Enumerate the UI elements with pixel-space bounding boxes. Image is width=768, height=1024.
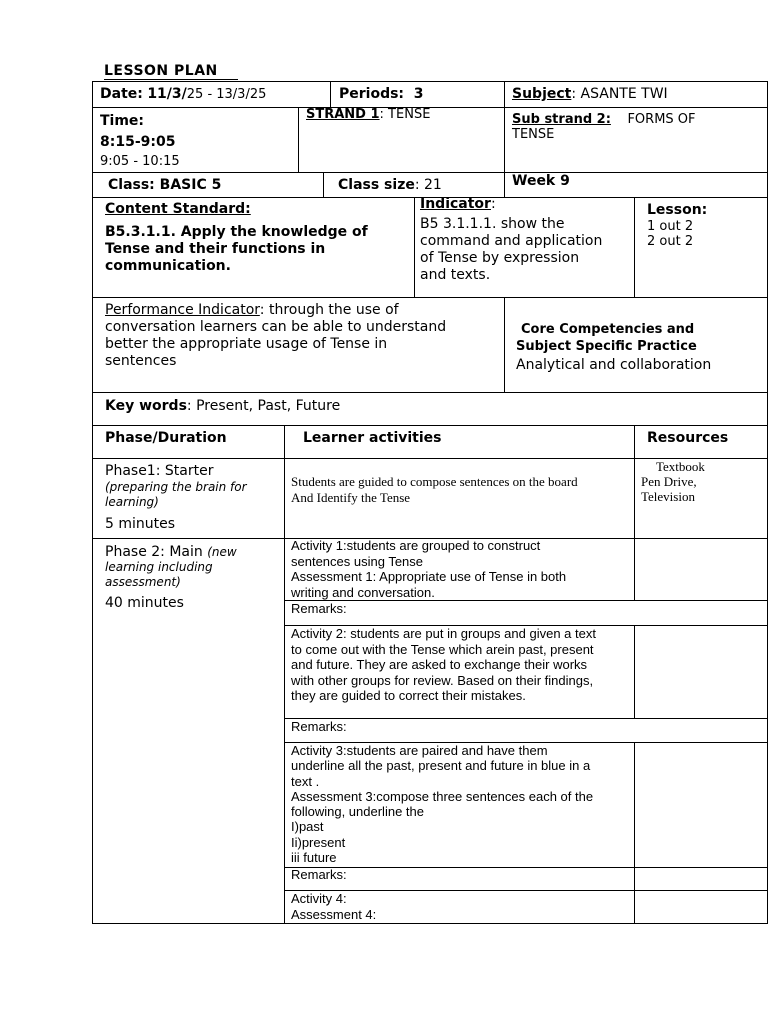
activity1-resources-cell — [634, 538, 768, 601]
page-title: LESSON PLAN — [104, 63, 238, 80]
phase-header: Phase/Duration — [105, 430, 227, 446]
remarks2-cell — [284, 718, 768, 743]
phase2-text: Phase 2: Main (new learning including assessment) 40 minutes — [105, 544, 237, 611]
phase1-activity-text: Students are guided to compose sentences on the board And Identify the Tense — [291, 474, 578, 505]
lesson-text: Lesson: 1 out 2 2 out 2 — [647, 202, 708, 249]
resources-header: Resources — [647, 430, 729, 446]
remarks2-text: Remarks: — [291, 719, 347, 734]
class-text: Class: BASIC 5 — [108, 177, 222, 193]
activity1-text: Activity 1:students are grouped to construct sentences using Tense Assessment 1: Appropriate use of Tense in both writing and conversation. — [291, 538, 567, 600]
remarks3-resources-cell — [634, 867, 768, 891]
indicator-text: Indicator: B5 3.1.1.1. show the command and application of Tense by expression and texts. — [420, 196, 603, 283]
periods-text: Periods: 3 — [339, 86, 424, 102]
substrand-text: Sub strand 2: FORMS OF TENSE — [512, 112, 696, 142]
keywords-text: Key words: Present, Past, Future — [105, 398, 341, 414]
time-text: Time: 8:15-9:05 9:05 - 10:15 — [100, 113, 180, 169]
activity4-text: Activity 4: Assessment 4: — [291, 891, 377, 922]
date-text: Date: 11/3/25 - 13/3/25 — [100, 86, 267, 102]
activity2-text: Activity 2: students are put in groups and given a text to come out with the Tense which arein past, present and future. They are asked to exchange their works with other groups for review. Based on their findings, they are guided to correct their mistakes. — [291, 626, 596, 703]
phase1-text: Phase1: Starter (preparing the brain for learning) 5 minutes — [105, 463, 247, 532]
activity3-resources-cell — [634, 742, 768, 868]
activity3-text: Activity 3:students are paired and have them underline all the past, present and future in blue in a text . Assessment 3:compose three sentences each of the following, underline the I)past Ii)present iii future — [291, 743, 594, 866]
remarks1-cell — [284, 600, 768, 626]
performance-indicator-text: Performance Indicator: through the use of conversation learners can be able to understand better the appropriate usage of Tense in sentences — [105, 302, 447, 369]
phase1-resources-text: Textbook Pen Drive, Television — [641, 459, 705, 504]
activity2-resources-cell — [634, 625, 768, 719]
strand-text: STRAND 1: TENSE — [306, 107, 431, 122]
remarks1-text: Remarks: — [291, 601, 347, 616]
activity4-resources-cell — [634, 890, 768, 924]
core-competencies-text: Core Competencies and Subject Specific Practice Analytical and collaboration — [516, 322, 712, 373]
remarks3-text: Remarks: — [291, 867, 347, 882]
content-standard-text: Content Standard: B5.3.1.1. Apply the knowledge of Tense and their functions in communication. — [105, 201, 368, 274]
class-size-text: Class size: 21 — [338, 177, 442, 193]
subject-text: Subject: ASANTE TWI — [512, 86, 668, 102]
week-text: Week 9 — [512, 173, 570, 189]
activities-header: Learner activities — [303, 430, 442, 446]
